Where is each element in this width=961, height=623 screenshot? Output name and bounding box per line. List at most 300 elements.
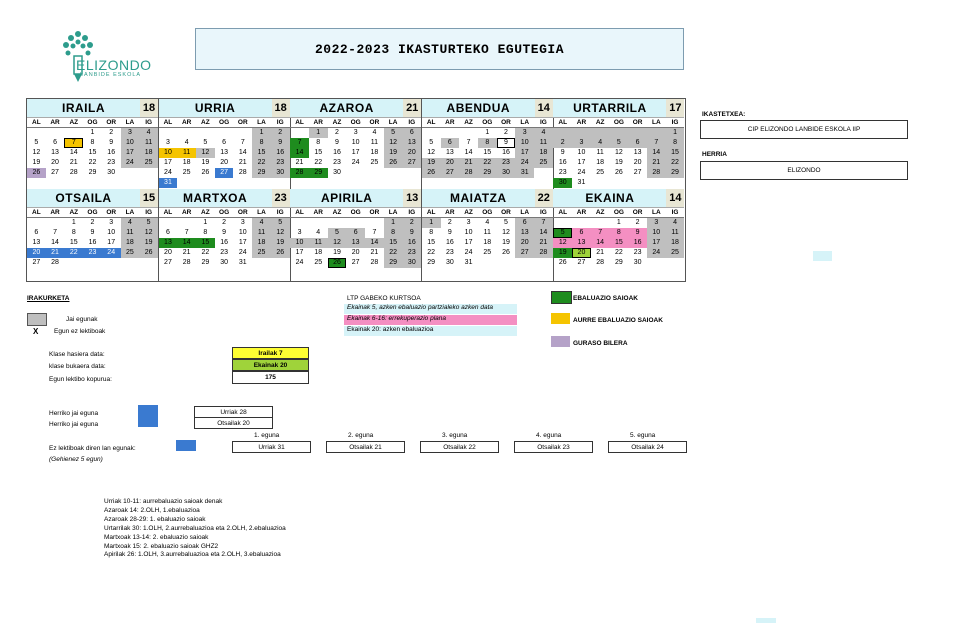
day-cell: 10	[107, 229, 116, 236]
day-cell: 7	[591, 228, 610, 238]
day-cell: 3	[240, 219, 245, 226]
day-cell: 18	[666, 238, 685, 248]
day-cell: 21	[69, 159, 78, 166]
day-cell: 16	[107, 149, 116, 156]
day-cell: 29	[384, 258, 403, 268]
ez-lektibo-day-head: 3. eguna	[442, 432, 468, 439]
day-cell: 1	[252, 128, 271, 138]
day-cell	[121, 258, 140, 268]
day-cell: 9	[222, 229, 227, 236]
weekday-label: AR	[576, 209, 587, 216]
day-cell: 10	[515, 138, 534, 148]
day-cell: 26	[422, 168, 441, 178]
day-cell: 5	[610, 138, 629, 148]
weekday-label: OG	[219, 209, 230, 216]
day-cell: 23	[271, 158, 290, 168]
day-cell: 12	[384, 138, 403, 148]
day-cell: 28	[459, 168, 478, 178]
weekday-label: OR	[106, 209, 117, 216]
day-cell: 21	[46, 248, 65, 258]
day-cell: 22	[88, 159, 97, 166]
day-cell: 17	[577, 159, 586, 166]
day-cell: 29	[666, 168, 685, 178]
day-cell: 16	[445, 239, 454, 246]
month-martxoa	[159, 189, 291, 281]
weekday-label: OG	[350, 119, 361, 126]
day-cell: 10	[121, 138, 140, 148]
day-cell: 17	[238, 239, 247, 246]
day-cell: 30	[633, 259, 642, 266]
day-cell: 27	[441, 168, 460, 178]
day-cell: 8	[203, 229, 208, 236]
day-cell: 25	[534, 158, 553, 168]
day-cell: 28	[238, 169, 247, 176]
day-cell: 25	[121, 248, 140, 258]
day-cell: 9	[402, 228, 421, 238]
day-cell: 30	[402, 258, 421, 268]
day-cell: 15	[610, 238, 629, 248]
bukaera-label: klase bukaera data:	[49, 363, 106, 370]
weekday-label: OG	[87, 119, 98, 126]
day-cell: 21	[295, 159, 304, 166]
day-cell: 28	[534, 248, 553, 258]
day-cell	[666, 258, 685, 268]
day-grid	[27, 218, 158, 268]
day-cell: 22	[614, 249, 623, 256]
day-cell: 5	[384, 128, 403, 138]
weekday-label: IG	[539, 119, 547, 126]
day-cell: 15	[196, 238, 215, 248]
day-cell: 18	[483, 239, 492, 246]
day-cell: 15	[314, 149, 323, 156]
day-cell: 5	[429, 139, 434, 146]
weekday-label: OG	[482, 209, 493, 216]
day-cell: 17	[121, 148, 140, 158]
day-cell: 3	[165, 139, 170, 146]
day-cell	[610, 128, 629, 138]
month-name: ABENDUA	[446, 101, 511, 115]
notes-list	[104, 498, 286, 560]
day-cell	[196, 178, 215, 188]
day-cell: 12	[328, 238, 347, 248]
day-cell: 24	[577, 169, 586, 176]
day-cell	[159, 128, 178, 138]
herriko-label-1: Herriko jai eguna	[49, 410, 99, 417]
day-cell: 6	[515, 218, 534, 228]
day-cell	[46, 128, 65, 138]
day-cell: 29	[252, 168, 271, 178]
day-cell: 6	[346, 228, 365, 238]
weekday-label: IG	[276, 119, 284, 126]
day-cell: 30	[497, 168, 516, 178]
weekday-label: OG	[350, 209, 361, 216]
day-cell	[515, 258, 534, 268]
weekday-header	[290, 118, 421, 128]
day-cell: 4	[121, 218, 140, 228]
day-cell: 14	[69, 149, 78, 156]
day-grid	[159, 218, 290, 268]
day-cell: 22	[666, 158, 685, 168]
day-cell: 8	[71, 229, 76, 236]
day-cell: 7	[372, 229, 377, 236]
day-cell: 7	[647, 138, 666, 148]
day-cell: 2	[90, 219, 95, 226]
day-cell: 8	[252, 138, 271, 148]
day-cell: 16	[220, 239, 228, 246]
weekday-label: OR	[632, 119, 643, 126]
month-name: MAIATZA	[449, 191, 507, 205]
weekday-label: AR	[313, 209, 323, 216]
day-cell: 31	[577, 179, 586, 186]
day-cell: 4	[316, 229, 321, 236]
day-grid	[422, 128, 553, 178]
page-title: 2022-2023 IKASTURTEKO EGUTEGIA	[195, 28, 684, 70]
weekday-label: AL	[295, 209, 304, 216]
day-cell: 22	[64, 248, 83, 258]
day-cell	[346, 218, 365, 228]
month-urria	[159, 99, 291, 190]
ez-lektiboak-days-label: Ez lektiboak diren lan egunak:	[49, 445, 136, 452]
day-cell: 9	[560, 149, 565, 156]
weekday-label: AL	[426, 119, 436, 126]
day-cell: 21	[182, 249, 191, 256]
day-cell: 11	[309, 238, 328, 248]
kopurua-value: 175	[232, 371, 309, 384]
day-cell: 3	[121, 128, 140, 138]
day-cell	[534, 168, 553, 178]
note-line: Azaroak 28-29: 1. ebaluazio saioak	[104, 515, 206, 523]
weekday-label: LA	[125, 209, 135, 216]
day-cell: 27	[164, 259, 172, 266]
day-grid	[159, 128, 290, 188]
day-cell: 2	[222, 219, 227, 226]
weekday-label: AL	[558, 119, 568, 126]
day-cell	[610, 178, 629, 188]
month-iraila	[27, 99, 159, 190]
day-cell: 4	[184, 139, 189, 146]
weekday-label: AR	[445, 119, 455, 126]
day-cell: 22	[478, 158, 497, 168]
day-cell: 19	[614, 159, 623, 166]
day-cell	[233, 128, 252, 138]
day-cell: 7	[64, 138, 83, 148]
day-cell: 20	[402, 148, 421, 158]
day-cell: 18	[182, 159, 191, 166]
day-cell: 18	[139, 148, 158, 158]
logo-name: ELIZONDO	[76, 57, 152, 73]
day-cell	[572, 128, 591, 138]
day-cell	[252, 258, 271, 268]
day-cell: 12	[502, 229, 510, 236]
weekday-label: AL	[32, 119, 41, 126]
day-cell: 6	[222, 139, 227, 146]
ez-lektibo-day-value: Otsailak 23	[514, 441, 593, 453]
day-cell	[252, 178, 271, 188]
day-cell: 4	[591, 138, 610, 148]
weekday-label: OR	[369, 119, 380, 126]
day-cell: 10	[464, 229, 473, 236]
day-cell: 29	[614, 259, 623, 266]
day-cell: 14	[534, 228, 553, 238]
day-cell: 6	[53, 139, 58, 146]
day-cell: 2	[635, 219, 640, 226]
day-cell: 23	[107, 159, 116, 166]
weekday-header	[422, 118, 553, 128]
weekday-label: LA	[651, 119, 661, 126]
day-cell	[215, 128, 234, 138]
day-cell: 24	[102, 248, 121, 258]
weekday-label: AL	[163, 209, 173, 216]
day-cell: 28	[596, 259, 605, 266]
day-cell: 28	[370, 259, 379, 266]
day-cell: 18	[314, 249, 323, 256]
day-cell: 21	[647, 158, 666, 168]
day-cell: 19	[553, 248, 572, 258]
day-cell: 17	[515, 148, 534, 158]
day-cell: 13	[402, 138, 421, 148]
weekday-header	[290, 208, 421, 218]
weekday-label: LA	[388, 119, 398, 126]
day-cell: 4	[372, 129, 377, 136]
day-cell: 11	[121, 228, 140, 238]
herria-label: HERRIA	[702, 151, 727, 158]
month-abendua	[422, 99, 554, 190]
month-urtarrila	[553, 99, 684, 190]
day-cell: 31	[238, 259, 247, 266]
day-cell: 23	[220, 249, 228, 256]
calendar-grid	[26, 98, 686, 282]
month-count: 22	[535, 189, 553, 207]
day-grid	[422, 218, 553, 268]
weekday-label: IG	[145, 119, 153, 126]
day-cell: 6	[572, 228, 591, 238]
day-cell: 14	[177, 238, 196, 248]
day-cell: 11	[596, 149, 604, 156]
day-cell: 7	[184, 229, 189, 236]
weekday-label: OR	[237, 119, 248, 126]
day-cell: 11	[252, 228, 271, 238]
day-cell: 25	[314, 259, 323, 266]
day-cell	[102, 258, 121, 268]
aurre-label: AURRE EBALUAZIO SAIOAK	[573, 317, 663, 324]
x-mark: X	[33, 327, 39, 336]
day-cell: 5	[553, 228, 572, 238]
herriko-swatch	[138, 405, 158, 427]
ez-lektibo-day-value: Otsailak 21	[326, 441, 405, 453]
weekday-label: AR	[445, 209, 455, 216]
weekday-label: OG	[482, 119, 493, 126]
day-cell: 8	[610, 228, 629, 238]
day-cell: 24	[121, 158, 140, 168]
aurre-swatch	[551, 313, 570, 324]
herria-value: ELIZONDO	[700, 161, 908, 180]
herriko-label-2: Herriko jai eguna	[49, 421, 99, 428]
day-cell: 26	[139, 248, 158, 258]
day-cell: 30	[445, 259, 454, 266]
weekday-header	[27, 118, 158, 128]
day-cell	[647, 128, 666, 138]
day-cell: 24	[164, 169, 172, 176]
day-cell	[27, 218, 46, 228]
day-cell	[346, 168, 365, 178]
day-cell	[271, 178, 290, 188]
note-line: Martxoak 15: 2. ebaluazio saioak GHZ2	[104, 542, 219, 550]
day-cell: 4	[666, 218, 685, 228]
day-cell: 25	[483, 249, 492, 256]
day-cell: 13	[445, 149, 454, 156]
day-cell: 27	[215, 168, 234, 178]
day-cell: 6	[34, 229, 39, 236]
weekday-label: LA	[520, 119, 530, 126]
day-cell: 9	[109, 139, 114, 146]
day-cell: 31	[159, 178, 178, 188]
day-cell: 2	[335, 129, 339, 136]
ez-lektibo-day-head: 2. eguna	[348, 432, 374, 439]
jai-swatch	[27, 313, 47, 326]
day-cell: 28	[182, 259, 191, 266]
day-cell	[328, 218, 347, 228]
ltp-item-2: Ekainak 6-16: errekuperazio plana	[344, 315, 517, 325]
day-cell: 20	[164, 249, 172, 256]
day-cell	[139, 258, 158, 268]
day-cell: 12	[32, 149, 41, 156]
day-cell: 24	[238, 249, 247, 256]
day-cell: 16	[628, 238, 647, 248]
day-cell: 1	[384, 218, 403, 228]
day-cell: 15	[427, 239, 436, 246]
day-cell: 15	[666, 148, 685, 158]
day-cell: 29	[201, 259, 210, 266]
day-cell: 10	[351, 139, 360, 146]
ez-lektibo-day-value: Otsailak 24	[608, 441, 687, 453]
day-cell: 5	[203, 139, 208, 146]
day-cell	[139, 168, 158, 178]
day-cell: 20	[51, 159, 59, 166]
day-cell: 5	[139, 218, 158, 228]
day-cell: 4	[252, 218, 271, 228]
day-cell: 24	[295, 259, 304, 266]
day-cell: 12	[553, 238, 572, 248]
day-cell: 25	[596, 169, 605, 176]
weekday-label: AR	[50, 209, 60, 216]
day-cell: 29	[309, 168, 328, 178]
day-cell	[647, 258, 666, 268]
month-name: OTSAILA	[55, 191, 112, 205]
day-cell	[572, 218, 591, 228]
day-cell: 12	[427, 149, 436, 156]
day-cell: 6	[165, 229, 170, 236]
ez-lektibo-day-head: 5. eguna	[630, 432, 656, 439]
note-line: Martxoak 13-14: 2. ebaluazio saioak	[104, 533, 209, 541]
month-count: 14	[535, 99, 553, 117]
day-cell	[27, 128, 46, 138]
day-cell: 16	[88, 239, 97, 246]
month-name: URTARRILA	[573, 101, 647, 115]
day-cell	[459, 128, 478, 138]
day-cell	[177, 128, 196, 138]
month-count: 14	[666, 189, 684, 207]
day-cell: 6	[441, 138, 460, 148]
day-cell: 18	[370, 149, 379, 156]
weekday-label: AR	[50, 119, 60, 126]
day-cell	[290, 128, 309, 138]
day-cell: 27	[351, 259, 360, 266]
day-cell: 16	[271, 148, 290, 158]
weekday-header	[553, 118, 684, 128]
day-cell: 7	[466, 139, 471, 146]
kopurua-label: Egun lektibo kopurua:	[49, 376, 112, 383]
ltp-title: LTP GABEKO KURTSOA	[347, 295, 421, 302]
day-cell	[478, 258, 497, 268]
day-cell: 11	[177, 148, 196, 158]
day-cell: 11	[139, 138, 158, 148]
day-cell: 27	[32, 259, 41, 266]
day-cell: 9	[271, 138, 290, 148]
bukaera-value: Ekainak 20	[232, 359, 309, 371]
weekday-label: LA	[388, 209, 398, 216]
day-cell: 22	[201, 249, 210, 256]
weekday-label: LA	[651, 209, 661, 216]
day-cell	[628, 178, 647, 188]
day-cell: 11	[370, 139, 379, 146]
day-cell: 27	[577, 259, 586, 266]
day-cell	[591, 218, 610, 228]
weekday-header	[159, 208, 290, 218]
day-cell: 29	[478, 168, 497, 178]
ez-lektibo-day-head: 4. eguna	[536, 432, 562, 439]
day-cell: 8	[478, 138, 497, 148]
day-cell: 19	[384, 148, 403, 158]
month-count: 18	[140, 99, 158, 117]
day-cell: 23	[333, 159, 341, 166]
day-cell: 26	[27, 168, 46, 178]
weekday-label: OG	[87, 209, 98, 216]
day-cell	[497, 258, 516, 268]
month-otsaila	[27, 189, 159, 281]
day-cell: 2	[271, 128, 290, 138]
weekday-label: OR	[632, 209, 643, 216]
weekday-label: AZ	[595, 209, 605, 216]
day-cell: 7	[53, 229, 58, 236]
weekday-label: IG	[276, 209, 284, 216]
day-cell: 27	[515, 248, 534, 258]
day-cell: 15	[88, 149, 97, 156]
weekday-label: AR	[313, 119, 323, 126]
day-cell: 9	[628, 228, 647, 238]
weekday-label: LA	[125, 119, 135, 126]
day-cell: 11	[666, 228, 685, 238]
day-cell: 25	[370, 159, 379, 166]
day-cell: 26	[502, 249, 510, 256]
month-count: 18	[272, 99, 290, 117]
day-cell: 16	[558, 159, 567, 166]
day-cell: 17	[647, 238, 666, 248]
day-cell: 22	[384, 248, 403, 258]
herriko-value-1: Urriak 28	[194, 406, 273, 418]
day-cell: 22	[314, 159, 323, 166]
day-cell: 8	[316, 139, 321, 146]
day-cell: 18	[596, 159, 605, 166]
irakurketa-label: IRAKURKETA	[27, 295, 70, 302]
weekday-label: IG	[671, 119, 679, 126]
day-cell: 29	[88, 169, 97, 176]
day-cell	[402, 168, 421, 178]
day-cell: 7	[240, 139, 245, 146]
day-cell: 10	[159, 148, 178, 158]
day-cell: 30	[333, 169, 341, 176]
day-cell	[233, 178, 252, 188]
day-cell: 9	[90, 229, 95, 236]
